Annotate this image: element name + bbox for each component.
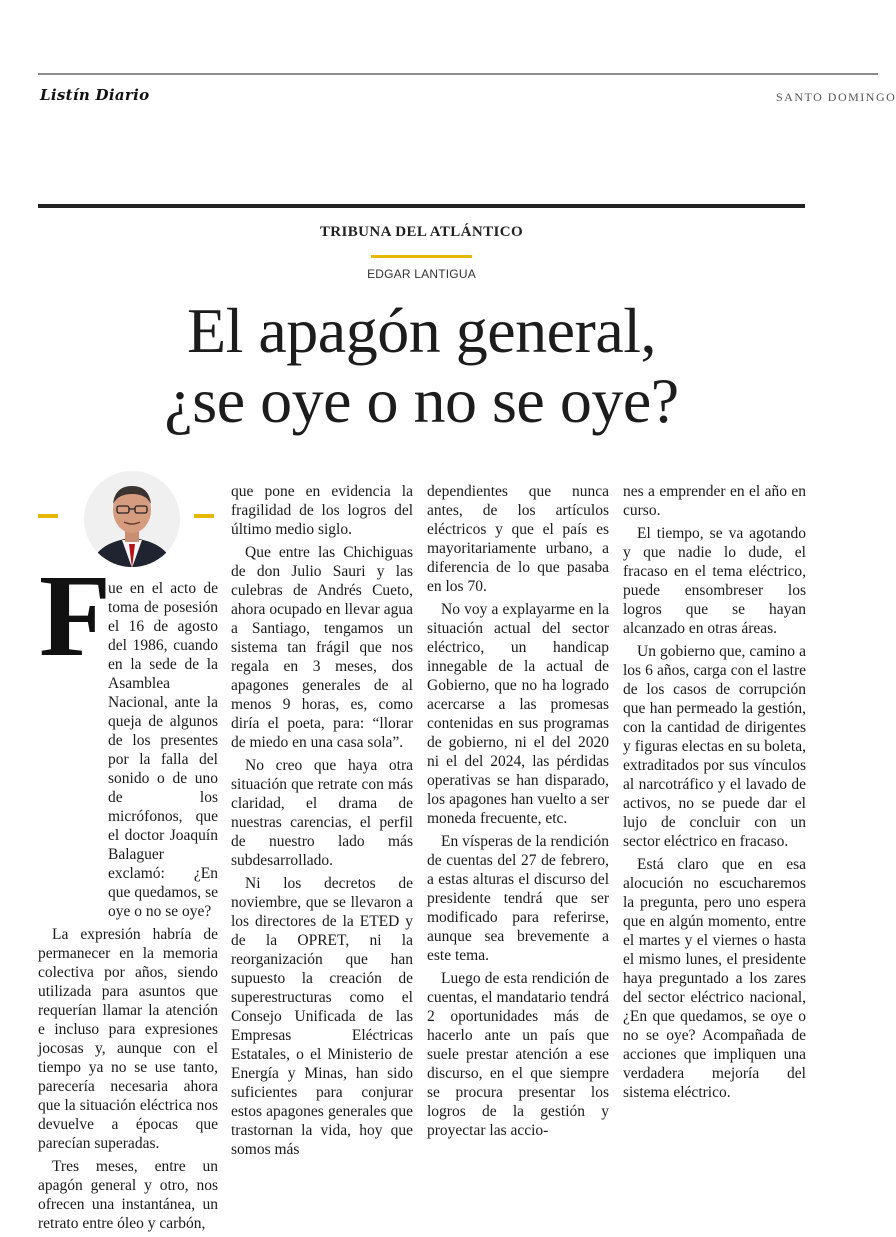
section-accent-rule (371, 255, 472, 258)
paragraph: que pone en evidencia la fragilidad de los logros del último medio siglo. (231, 483, 413, 538)
author-byline: EDGAR LANTIGUA (367, 267, 476, 281)
drop-cap: F (39, 550, 112, 681)
paragraph: No creo que haya otra situación que retrate con más claridad, el drama de nuestras carencias, el perfil de nuestro lado más subdesarrollado. (231, 757, 413, 869)
section-rule (38, 204, 805, 208)
lead-paragraph (38, 579, 218, 921)
top-rule (38, 73, 878, 75)
paragraph: Que entre las Chichiguas de don Julio Sauri y las culebras de Andrés Cueto, ahora ocupado en llevar agua a Santiago, tengamos un sistema tan frágil que nos regala en 3 meses, dos apagones generales de al menos 9 horas, es, como diría el poeta, para: “llorar de miedo en una casa sola”. (231, 544, 413, 751)
paragraph: La expresión habría de permanecer en la memoria colectiva por años, siendo utilizada para asuntos que requerían llamar la atención e incluso para expresiones jocosas y, aunque con el tiempo ya no se use tanto, parecería necesaria ahora que la situación eléctrica nos devuelve a épocas que parecían superadas. (38, 926, 218, 1152)
headline (80, 296, 763, 436)
paragraph: Un gobierno que, camino a los 6 años, carga con el lastre de los casos de corrupción que han permeado la gestión, con la cantidad de dirigentes y figuras electas en su boleta, extraditados por sus vínculos al narcotráfico y el lavado de activos, no se puede dar el lujo de concluir con un sector eléctrico en fracaso. (623, 643, 806, 850)
paragraph: Tres meses, entre un apagón general y otro, nos ofrecen una instantánea, un retrato entre óleo y carbón, (38, 1158, 218, 1232)
paragraph: Ni los decretos de noviembre, que se llevaron a los directores de la ETED y de la OPRET, ni la reorganización que han supuesto la creación de superestructuras como el Consejo Unificada de las Empresas Eléctricas Estatales, o el Ministerio de Energía y Minas, han sido suficientes para conjurar estos apagones generales que trastornan la vida, hoy que somos más (231, 875, 413, 1158)
headline-line-1: El apagón general, (187, 295, 656, 366)
paragraph: dependientes que nunca antes, de los artículos eléctricos y que el país es mayoritariamente urbano, a diferencia de lo que pasaba en los 70. (427, 483, 609, 595)
section-title: TRIBUNA DEL ATLÁNTICO (319, 224, 524, 240)
paragraph: nes a emprender en el año en curso. (623, 483, 806, 519)
headline-line-2: ¿se oye o no se oye? (164, 365, 679, 436)
edition-city: SANTO DOMINGO (776, 90, 896, 104)
paragraph: El tiempo, se va agotando y que nadie lo dude, el fracaso en el tema eléctrico, puede ensombreser los logros que se hayan alcanzado en otras áreas. (623, 525, 806, 637)
paragraph: Luego de esta rendición de cuentas, el mandatario tendrá 2 oportunidades más de hacerlo ante un país que suele prestar atención a ese discurso, en el que siempre se procura presentar los logros de la gestión y proyectar las accio- (427, 970, 609, 1139)
article-column-2 (231, 482, 413, 1163)
lead-text: ue en el acto de toma de posesión el 16 de agosto del 1986, cuando en la sede de la Asamblea Nacional, ante la queja de algunos de los presentes por la falla del sonido o de uno de los micrófonos, que el doctor Joaquín Balaguer exclamó: ¿En que quedamos, se oye o no se oye? (108, 580, 218, 920)
paragraph: No voy a explayarme en la situación actual del sector eléctrico, un handicap innegable de la actual de Gobierno, que no ha logrado acercarse a las promesas contenidas en sus programas de gobierno, ni el del 2020 ni el del 2024, las pérdidas operativas se han disparado, los apagones han vuelto a ser moneda frecuente, etc. (427, 601, 609, 827)
article-column-3 (427, 482, 609, 1144)
article-column-1 (38, 482, 218, 1237)
paragraph: En vísperas de la rendición de cuentas del 27 de febrero, a estas alturas el discurso del presidente tendrá que ser modificado para referirse, aunque sea brevemente a este tema. (427, 833, 609, 964)
newspaper-logo: Listín Diario (40, 86, 150, 104)
article-column-4 (623, 482, 806, 1106)
paragraph: Está claro que en esa alocución no escucharemos la pregunta, pero uno espera que en algún momento, entre el martes y el viernes o hasta el mismo lunes, el presidente haya preguntado a los zares del sector eléctrico nacional, ¿En que quedamos, se oye o no se oye? Acompañada de acciones que impliquen una verdadera mejoría del sistema eléctrico. (623, 856, 806, 1101)
